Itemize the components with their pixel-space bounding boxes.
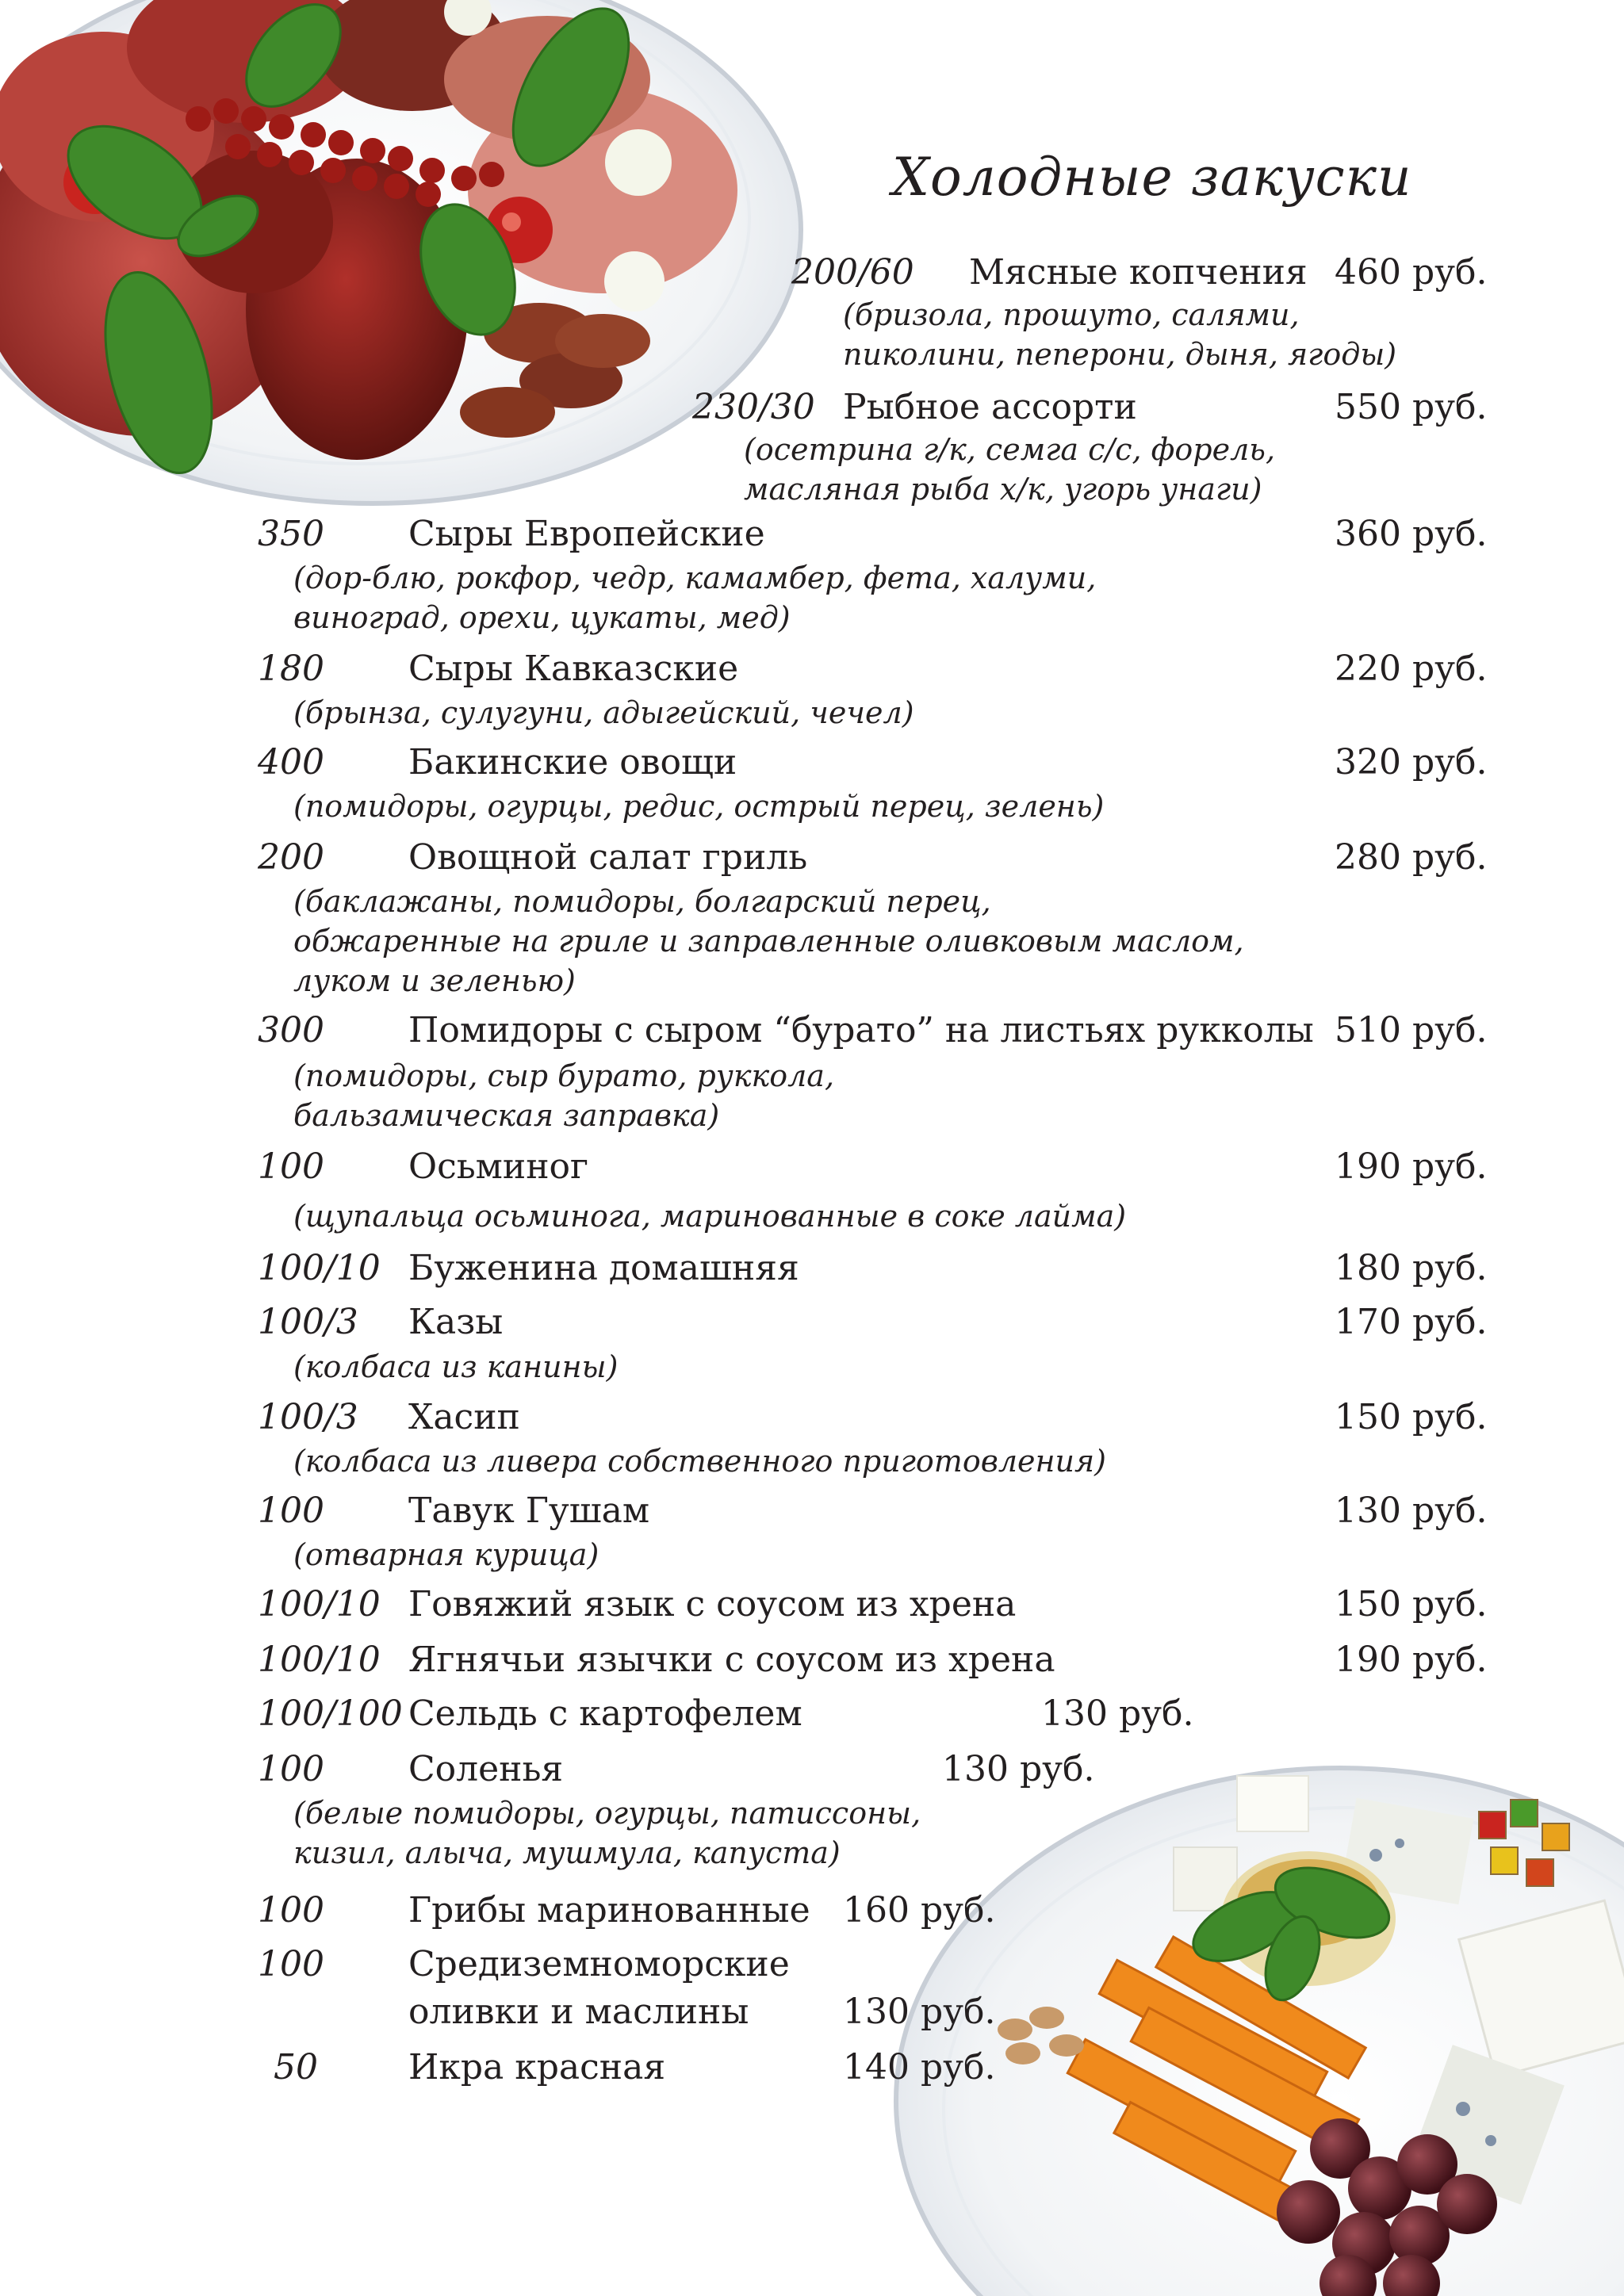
item-description: (брынза, сулугуни, адыгейский, чечел) — [293, 695, 914, 730]
item-price: 280 руб. — [1335, 837, 1488, 878]
item-description: масляная рыба х/к, угорь унаги) — [744, 472, 1262, 507]
item-description: (баклажаны, помидоры, болгарский перец, — [293, 884, 991, 919]
item-price: 130 руб. — [1335, 1490, 1488, 1531]
item-weight: 100/10 — [258, 1640, 381, 1680]
item-name: Сельдь с картофелем — [408, 1693, 802, 1734]
item-description: виноград, орехи, цукаты, мед) — [293, 600, 791, 635]
item-description: (колбаса из канины) — [293, 1349, 619, 1384]
item-description: (щупальца осьминога, маринованные в соке лайма) — [293, 1199, 1127, 1234]
item-name: Рыбное ассорти — [843, 387, 1137, 427]
item-name: Мясные копчения — [969, 252, 1308, 293]
item-price: 150 руб. — [1335, 1584, 1488, 1624]
item-weight: 400 — [258, 742, 324, 783]
item-weight: 350 — [258, 514, 324, 554]
item-weight: 100 — [258, 1749, 324, 1789]
item-name: Соленья — [408, 1749, 564, 1789]
item-weight: 100/10 — [258, 1248, 381, 1288]
item-price: 180 руб. — [1335, 1248, 1488, 1288]
item-description: пиколини, пеперони, дыня, ягоды) — [843, 337, 1397, 372]
item-name: Хасип — [408, 1397, 520, 1437]
item-name: Тавук Гушам — [408, 1490, 650, 1531]
item-price: 360 руб. — [1335, 514, 1488, 554]
item-description: (дор-блю, рокфор, чедр, камамбер, фета, халуми, — [293, 561, 1097, 595]
item-description: (колбаса из ливера собственного приготовления) — [293, 1444, 1106, 1479]
item-price: 140 руб. — [843, 2047, 996, 2087]
item-weight: 200/60 — [791, 252, 914, 293]
item-weight: 100 — [258, 1944, 324, 1984]
item-name: Осьминог — [408, 1146, 589, 1187]
item-name: Средиземноморские — [408, 1944, 790, 1984]
item-weight: 100/10 — [258, 1584, 381, 1624]
item-weight: 100/100 — [258, 1693, 403, 1734]
item-weight: 100/3 — [258, 1302, 358, 1342]
item-weight: 200 — [258, 837, 324, 878]
item-weight: 100 — [258, 1146, 324, 1187]
item-description: бальзамическая заправка) — [293, 1098, 720, 1133]
item-price: 550 руб. — [1335, 387, 1488, 427]
item-description: (отварная курица) — [293, 1537, 599, 1572]
meat-platter-image — [0, 0, 801, 503]
item-name-line2: оливки и маслины — [408, 1992, 749, 2032]
item-price: 160 руб. — [843, 1890, 996, 1931]
item-price: 130 руб. — [1041, 1693, 1194, 1734]
item-description: (белые помидоры, огурцы, патиссоны, — [293, 1796, 921, 1831]
item-weight: 100 — [258, 1490, 324, 1531]
item-price: 220 руб. — [1335, 649, 1488, 689]
item-name: Грибы маринованные — [408, 1890, 810, 1931]
item-price: 150 руб. — [1335, 1397, 1488, 1437]
item-name: Сыры Европейские — [408, 514, 765, 554]
item-name: Говяжий язык с соусом из хрена — [408, 1584, 1017, 1624]
item-name: Помидоры с сыром “бурато” на листьях рукколы — [408, 1010, 1314, 1050]
item-price: 190 руб. — [1335, 1146, 1488, 1187]
item-description: (осетрина г/к, семга с/с, форель, — [744, 432, 1276, 467]
item-description: (помидоры, сыр бурато, руккола, — [293, 1058, 835, 1093]
cheese-platter-image — [896, 1768, 1624, 2296]
item-weight: 180 — [258, 649, 324, 689]
item-description: (помидоры, огурцы, редис, острый перец, зелень) — [293, 789, 1105, 824]
item-weight: 100/3 — [258, 1397, 358, 1437]
item-price: 510 руб. — [1335, 1010, 1488, 1050]
item-description: кизил, алыча, мушмула, капуста) — [293, 1835, 841, 1870]
item-description: (бризола, прошуто, салями, — [843, 297, 1300, 332]
menu-section-title: Холодные закуски — [892, 147, 1412, 208]
item-price: 460 руб. — [1335, 252, 1488, 293]
item-name: Казы — [408, 1302, 504, 1342]
item-weight: 50 — [274, 2047, 318, 2087]
item-name: Бакинские овощи — [408, 742, 737, 783]
item-price: 190 руб. — [1335, 1640, 1488, 1680]
item-price: 320 руб. — [1335, 742, 1488, 783]
item-price: 130 руб. — [843, 1992, 996, 2032]
item-name: Овощной салат гриль — [408, 837, 808, 878]
item-name: Ягнячьи язычки с соусом из хрена — [408, 1640, 1055, 1680]
item-name: Сыры Кавказские — [408, 649, 739, 689]
item-description: луком и зеленью) — [293, 963, 576, 998]
item-price: 170 руб. — [1335, 1302, 1488, 1342]
item-weight: 230/30 — [692, 387, 815, 427]
item-name: Икра красная — [408, 2047, 666, 2087]
item-name: Буженина домашняя — [408, 1248, 799, 1288]
item-description: обжаренные на гриле и заправленные оливковым маслом, — [293, 924, 1244, 959]
item-weight: 100 — [258, 1890, 324, 1931]
item-price: 130 руб. — [942, 1749, 1095, 1789]
item-weight: 300 — [258, 1010, 324, 1050]
